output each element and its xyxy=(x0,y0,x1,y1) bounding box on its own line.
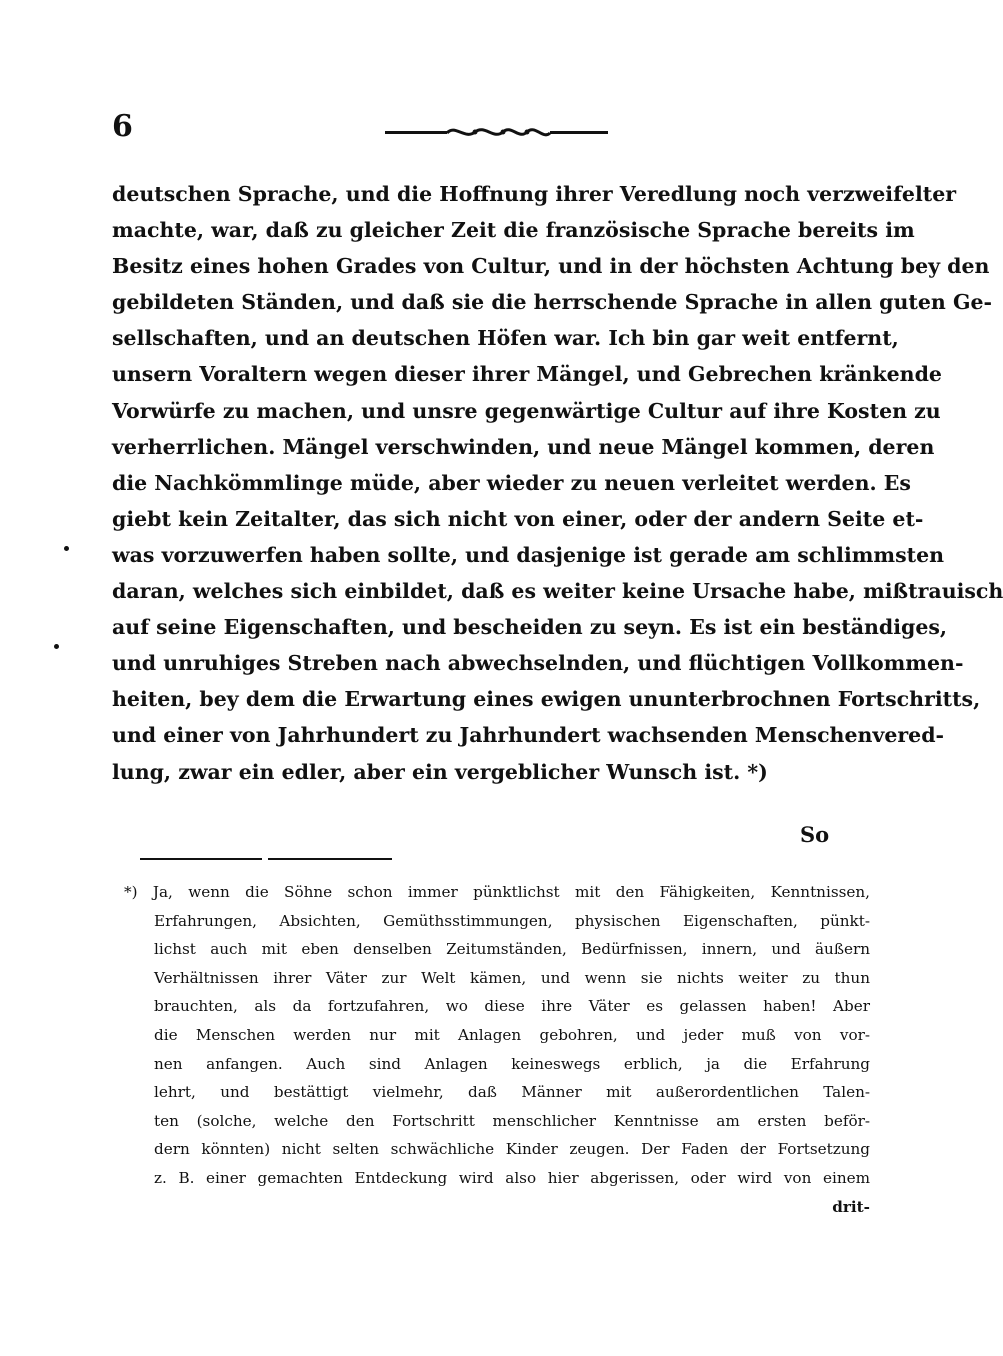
main-text-line: Besitz eines hohen Grades von Cultur, und in der höchsten Achtung bey den xyxy=(112,254,990,279)
footnote-line: nen anfangen. Auch sind Anlagen keineswegs erblich, ja die Erfahrung xyxy=(154,1054,870,1073)
main-text-line: sellschaften, und an deutschen Höfen war. Ich bin gar weit entfernt, xyxy=(112,326,899,351)
main-text-line: die Nachkömmlinge müde, aber wieder zu neuen verleitet werden. Es xyxy=(112,470,911,495)
main-text-line: verherrlichen. Mängel verschwinden, und neue Mängel kommen, deren xyxy=(112,434,935,459)
main-text-line: lung, zwar ein edler, aber ein vergeblicher Wunsch ist. *) xyxy=(112,759,768,784)
footnote-line: Erfahrungen, Absichten, Gemüthsstimmungen, physischen Eigenschaften, pünkt- xyxy=(154,911,870,930)
ink-speck xyxy=(54,644,59,649)
main-text-line: was vorzuwerfen haben sollte, und dasjenige ist gerade am schlimmsten xyxy=(112,542,945,567)
main-text-line: machte, war, daß zu gleicher Zeit die französische Sprache bereits im xyxy=(112,218,915,243)
footnote-catchword: drit- xyxy=(832,1197,870,1216)
ink-speck xyxy=(64,546,69,551)
main-text-line: heiten, bey dem die Erwartung eines ewigen ununterbrochnen Fortschritts, xyxy=(112,687,981,712)
footnote xyxy=(124,878,870,1221)
footnote-line: brauchten, als da fortzufahren, wo diese ihre Väter es gelassen haben! Aber xyxy=(154,997,870,1016)
main-text xyxy=(112,176,1003,790)
footnote-line: Verhältnissen ihrer Väter zur Welt kämen, und wenn sie nichts weiter zu thun xyxy=(154,968,870,987)
catchword: So xyxy=(800,822,830,847)
main-text-line: auf seine Eigenschaften, und bescheiden zu seyn. Es ist ein beständiges, xyxy=(112,615,948,640)
page-number: 6 xyxy=(112,109,133,144)
main-text-line: deutschen Sprache, und die Hoffnung ihrer Veredlung noch verzweifelter xyxy=(112,182,957,206)
footnote-line: *) Ja, wenn die Söhne schon immer pünktlichst mit den Fähigkeiten, Kenntnissen, xyxy=(124,883,870,901)
footnote-line: dern könnten) nicht selten schwächliche Kinder zeugen. Der Faden der Fortsetzung xyxy=(154,1140,870,1159)
main-text-line: giebt kein Zeitalter, das sich nicht von einer, oder der andern Seite et- xyxy=(112,506,924,531)
footnote-line: lehrt, und bestättigt vielmehr, daß Männer mit außerordentlichen Talen- xyxy=(154,1083,870,1102)
footnote-line: die Menschen werden nur mit Anlagen gebohren, und jeder muß von vor- xyxy=(154,1025,870,1044)
footnote-line: ten (solche, welche den Fortschritt menschlicher Kenntnisse am ersten beför- xyxy=(154,1111,870,1130)
main-text-line: und unruhiges Streben nach abwechselnden, und flüchtigen Vollkommen- xyxy=(112,651,964,676)
header-ornament xyxy=(385,124,610,140)
main-text-line: und einer von Jahrhundert zu Jahrhundert wachsenden Menschenvered- xyxy=(112,723,945,748)
main-text-line: unsern Voraltern wegen dieser ihrer Mängel, und Gebrechen kränkende xyxy=(112,362,942,387)
main-text-line: gebildeten Ständen, und daß sie die herrschende Sprache in allen guten Ge- xyxy=(112,290,992,315)
footnote-line: lichst auch mit eben denselben Zeitumständen, Bedürfnissen, innern, und äußern xyxy=(154,940,870,959)
footnote-divider xyxy=(140,858,392,860)
main-text-line: Vorwürfe zu machen, und unsre gegenwärtige Cultur auf ihre Kosten zu xyxy=(112,398,941,423)
main-text-line: daran, welches sich einbildet, daß es weiter keine Ursache habe, mißtrauisch xyxy=(112,579,1003,604)
footnote-line: z. B. einer gemachten Entdeckung wird also hier abgerissen, oder wird von einem xyxy=(154,1168,870,1187)
